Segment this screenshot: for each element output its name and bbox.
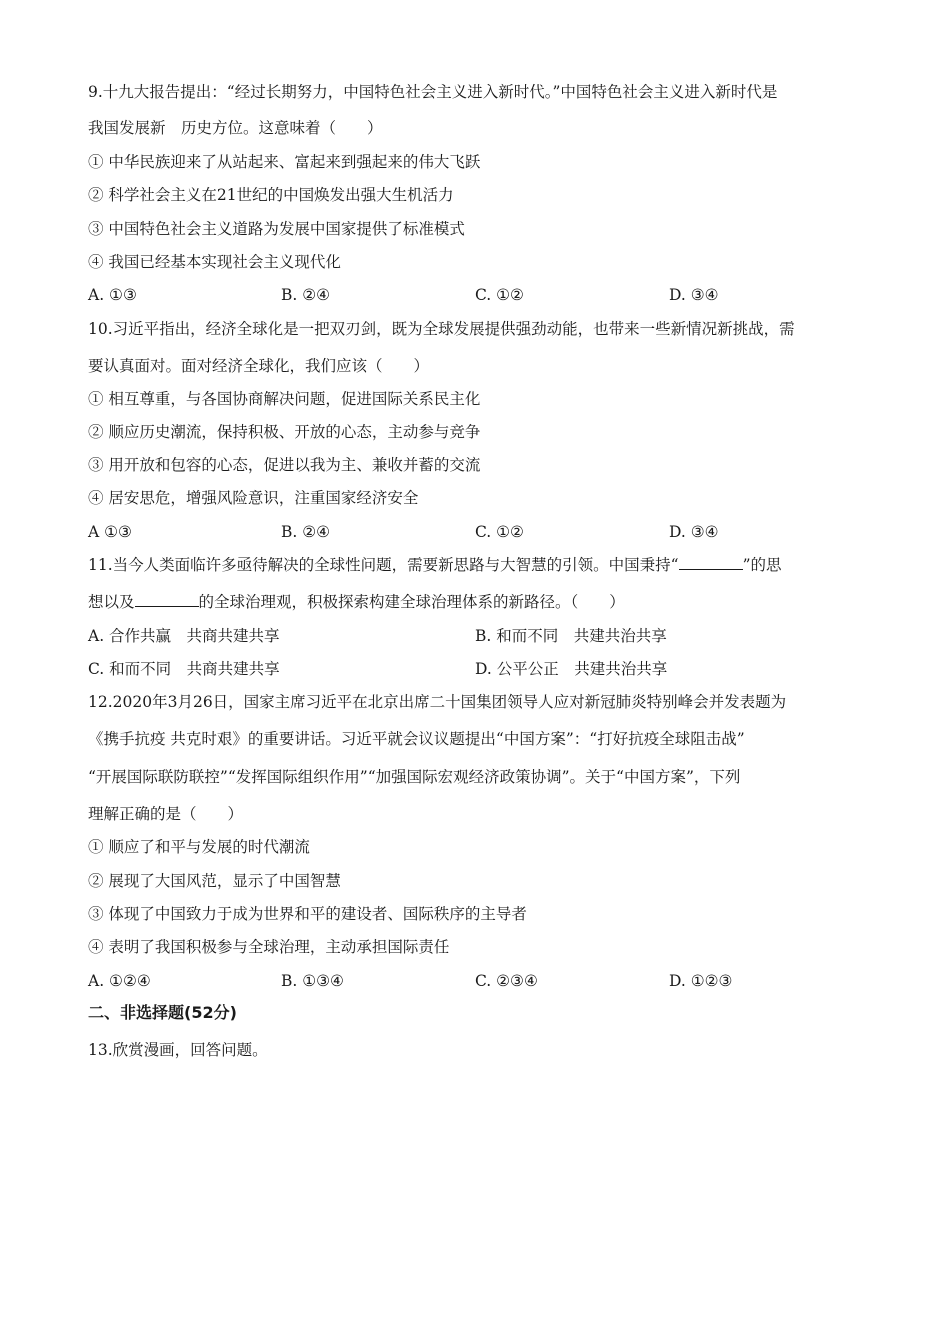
q13-stem: 13.欣赏漫画，回答问题。 [88,1041,268,1059]
q12-stem-line-3: “开展国际联防联控”“发挥国际组织作用”“加强国际宏观经济政策协调”。关于“中国方案”，下列 [88,768,741,786]
section-heading: 二、非选择题(52分) [88,1003,237,1022]
q12-option-c: C. ②③④ [475,972,538,990]
q11-option-d: D. 公平公正 共建共治共享 [475,660,668,678]
q11-option-b: B. 和而不同 共建共治共享 [475,627,667,645]
q12-item-1: ① 顺应了和平与发展的时代潮流 [88,838,310,856]
q9-option-a: A. ①③ [88,286,137,304]
q10-option-a: A ①③ [88,523,132,541]
q10-item-4: ④ 居安思危，增强风险意识，注重国家经济安全 [88,489,419,507]
q9-stem-line-1: 9.十九大报告提出：“经过长期努力，中国特色社会主义进入新时代。”中国特色社会主义进入新时代是 [88,83,778,101]
q10-item-1: ① 相互尊重，与各国协商解决问题，促进国际关系民主化 [88,390,481,408]
q10-item-2: ② 顺应历史潮流，保持积极、开放的心态，主动参与竞争 [88,423,481,441]
q9-stem-line-2: 我国发展新 历史方位。这意味着（ ） [88,119,383,137]
q12-stem-line-1: 12.2020年3月26日，国家主席习近平在北京出席二十国集团领导人应对新冠肺炎特别峰会并发表题为 [88,693,787,711]
q11-stem-line-2 [88,592,625,612]
q12-option-a: A. ①②④ [88,972,151,990]
answer-blank-1 [679,555,743,570]
q10-option-c: C. ①② [475,523,524,541]
q11-stem-line-2-tail: 的全球治理观，积极探索构建全球治理体系的新路径。（ ） [198,593,625,611]
q9-option-d: D. ③④ [669,286,719,304]
q10-item-3: ③ 用开放和包容的心态，促进以我为主、兼收并蓄的交流 [88,456,481,474]
q12-item-3: ③ 体现了中国致力于成为世界和平的建设者、国际秩序的主导者 [88,905,527,923]
q10-stem-line-1: 10.习近平指出，经济全球化是一把双刃剑，既为全球发展提供强劲动能，也带来一些新情况新挑战，需 [88,320,795,338]
q10-option-d: D. ③④ [669,523,719,541]
q11-stem-line-2-text: 想以及 [88,593,135,611]
q10-stem-line-2: 要认真面对。面对经济全球化，我们应该（ ） [88,357,430,375]
q9-option-c: C. ①② [475,286,524,304]
q12-item-4: ④ 表明了我国积极参与全球治理，主动承担国际责任 [88,938,450,956]
q12-option-d: D. ①②③ [669,972,733,990]
q11-stem-line-1-text: 11.当今人类面临许多亟待解决的全球性问题，需要新思路与大智慧的引领。中国秉持“ [88,556,679,574]
q9-option-b: B. ②④ [281,286,331,304]
q11-option-c: C. 和而不同 共商共建共享 [88,660,280,678]
q12-stem-line-4: 理解正确的是（ ） [88,805,244,823]
q10-option-b: B. ②④ [281,523,331,541]
q12-stem-line-2: 《携手抗疫 共克时艰》的重要讲话。习近平就会议议题提出“中国方案”：“打好抗疫全球阻击战” [88,730,745,748]
q11-stem-line-1-tail: ”的思 [742,556,782,574]
q9-item-4: ④ 我国已经基本实现社会主义现代化 [88,253,341,271]
q9-item-3: ③ 中国特色社会主义道路为发展中国家提供了标准模式 [88,220,465,238]
answer-blank-2 [135,592,199,607]
q11-option-a: A. 合作共赢 共商共建共享 [88,627,280,645]
q9-item-2: ② 科学社会主义在21世纪的中国焕发出强大生机活力 [88,186,454,204]
q12-option-b: B. ①③④ [281,972,344,990]
q12-item-2: ② 展现了大国风范，显示了中国智慧 [88,872,341,890]
q9-item-1: ① 中华民族迎来了从站起来、富起来到强起来的伟大飞跃 [88,153,481,171]
q11-stem-line-1 [88,555,782,575]
